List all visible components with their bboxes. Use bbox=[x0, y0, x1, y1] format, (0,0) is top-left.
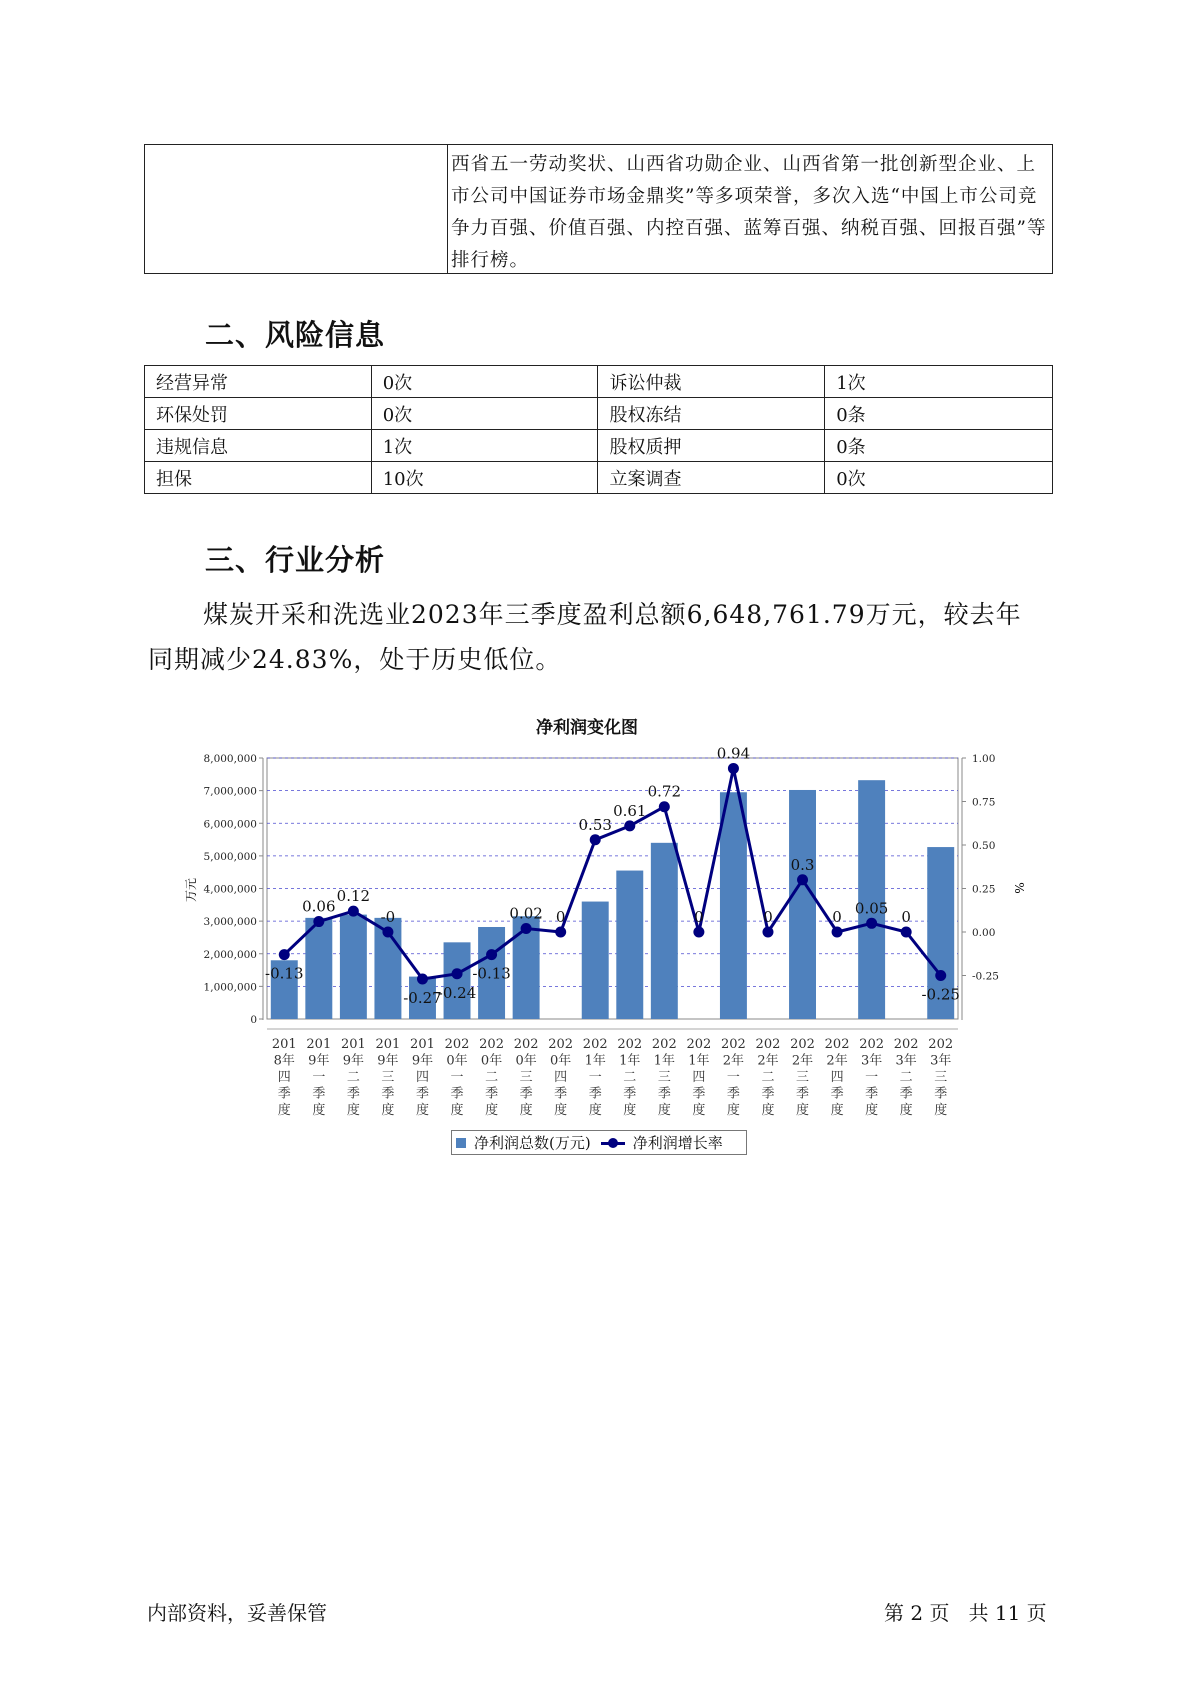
left-tick-label: 4,000,000 bbox=[203, 883, 257, 896]
x-tick-label: 201 bbox=[375, 1037, 401, 1052]
x-tick-label: 度 bbox=[554, 1103, 568, 1118]
risk-label-cell: 担保 bbox=[145, 462, 372, 494]
growth-data-label: -0.24 bbox=[437, 983, 477, 1002]
x-tick-label: 季 bbox=[830, 1086, 844, 1102]
right-tick-label: 0.00 bbox=[972, 927, 996, 939]
x-tick-label: 度 bbox=[277, 1103, 291, 1118]
x-tick-label: 2年 bbox=[791, 1053, 814, 1069]
x-tick-label: 度 bbox=[796, 1103, 810, 1118]
x-tick-label: 202 bbox=[721, 1037, 746, 1052]
left-tick-label: 7,000,000 bbox=[203, 785, 257, 798]
growth-data-label: 0.72 bbox=[647, 782, 682, 801]
growth-point bbox=[417, 973, 428, 984]
bar bbox=[340, 915, 367, 1019]
x-tick-label: 202 bbox=[928, 1037, 954, 1052]
x-tick-label: 202 bbox=[513, 1037, 539, 1052]
right-axis-title: % bbox=[1012, 882, 1026, 894]
x-tick-label: 度 bbox=[623, 1103, 637, 1118]
x-tick-label: 0年 bbox=[515, 1053, 537, 1069]
x-tick-label: 季 bbox=[277, 1086, 291, 1102]
x-tick-label: 二 bbox=[899, 1070, 913, 1085]
growth-data-label: 0.06 bbox=[302, 897, 336, 916]
growth-point bbox=[382, 927, 393, 938]
growth-point bbox=[348, 906, 359, 917]
left-tick-label: 2,000,000 bbox=[203, 948, 257, 961]
legend-bar-label: 净利润总数(万元) bbox=[474, 1134, 591, 1152]
x-tick-label: 二 bbox=[761, 1070, 775, 1085]
bar bbox=[651, 843, 678, 1019]
risk-value-cell: 1次 bbox=[371, 430, 598, 462]
growth-point bbox=[797, 874, 808, 885]
growth-point bbox=[659, 801, 670, 812]
growth-data-label: -0.27 bbox=[403, 988, 442, 1007]
growth-data-label: 0.05 bbox=[854, 899, 889, 918]
x-tick-label: 202 bbox=[479, 1037, 504, 1052]
x-tick-label: 度 bbox=[381, 1103, 395, 1118]
x-tick-label: 202 bbox=[548, 1037, 574, 1052]
risk-value-cell: 0次 bbox=[371, 398, 598, 430]
bar bbox=[305, 918, 332, 1019]
x-tick-label: 度 bbox=[519, 1103, 533, 1118]
x-tick-label: 季 bbox=[554, 1086, 568, 1102]
x-tick-label: 3年 bbox=[895, 1053, 917, 1069]
left-tick-label: 6,000,000 bbox=[203, 818, 257, 831]
x-tick-label: 二 bbox=[623, 1070, 637, 1085]
risk-label-cell: 经营异常 bbox=[145, 366, 372, 398]
x-tick-label: 一 bbox=[865, 1070, 879, 1085]
x-tick-label: 季 bbox=[346, 1086, 360, 1102]
growth-point bbox=[590, 834, 601, 845]
x-tick-label: 度 bbox=[485, 1103, 499, 1118]
x-tick-label: 9年 bbox=[342, 1053, 365, 1069]
growth-point bbox=[624, 820, 635, 831]
x-tick-label: 季 bbox=[726, 1086, 740, 1102]
x-tick-label: 三 bbox=[934, 1070, 948, 1085]
growth-data-label: 0 bbox=[555, 908, 566, 926]
x-tick-label: 季 bbox=[519, 1086, 533, 1102]
x-tick-label: 季 bbox=[485, 1086, 499, 1102]
x-tick-label: 201 bbox=[410, 1037, 435, 1052]
x-tick-label: 度 bbox=[934, 1103, 948, 1118]
award-line: 争力百强、价值百强、内控百强、蓝筹百强、纳税百强、回报百强”等 bbox=[451, 218, 1047, 239]
bar bbox=[444, 942, 471, 1019]
x-tick-label: 度 bbox=[865, 1103, 879, 1118]
x-tick-label: 度 bbox=[657, 1103, 671, 1118]
risk-value-cell: 0条 bbox=[825, 430, 1053, 462]
x-tick-label: 度 bbox=[726, 1103, 740, 1118]
award-line: 市公司中国证券市场金鼎奖”等多项荣誉，多次入选“中国上市公司竞 bbox=[451, 186, 1038, 207]
x-tick-label: 度 bbox=[346, 1103, 360, 1118]
x-tick-label: 季 bbox=[761, 1086, 775, 1102]
x-tick-label: 1年 bbox=[619, 1053, 641, 1069]
x-tick-label: 0年 bbox=[446, 1053, 468, 1069]
x-tick-label: 201 bbox=[271, 1037, 297, 1052]
x-tick-label: 季 bbox=[899, 1086, 913, 1102]
risk-label-cell: 环保处罚 bbox=[145, 398, 372, 430]
right-tick-label: -0.25 bbox=[972, 970, 999, 983]
chart-title: 净利润变化图 bbox=[536, 718, 638, 738]
risk-value-cell: 10次 bbox=[371, 462, 598, 494]
x-tick-label: 季 bbox=[865, 1086, 879, 1102]
growth-data-label: 0.94 bbox=[716, 744, 751, 763]
x-tick-label: 三 bbox=[519, 1070, 533, 1085]
x-tick-label: 度 bbox=[415, 1103, 429, 1118]
x-tick-label: 季 bbox=[415, 1086, 429, 1102]
legend-line-swatch bbox=[601, 1138, 625, 1148]
x-tick-label: 一 bbox=[312, 1070, 326, 1085]
x-tick-label: 三 bbox=[796, 1070, 810, 1085]
legend-line-label: 净利润增长率 bbox=[632, 1134, 723, 1152]
x-tick-label: 202 bbox=[790, 1037, 815, 1052]
x-tick-label: 二 bbox=[485, 1070, 499, 1085]
x-tick-label: 二 bbox=[346, 1070, 360, 1085]
x-tick-label: 1年 bbox=[584, 1053, 606, 1069]
section-title-industry: 三、行业分析 bbox=[205, 543, 386, 577]
risk-label-cell: 股权冻结 bbox=[598, 398, 825, 430]
bar bbox=[616, 871, 643, 1019]
left-axis-title: 万元 bbox=[184, 877, 198, 903]
right-tick-label: 0.75 bbox=[972, 796, 996, 809]
industry-paragraph-line1: 煤炭开采和洗选业2023年三季度盈利总额6,648,761.79万元，较去年 bbox=[203, 600, 1022, 629]
x-tick-label: 度 bbox=[312, 1103, 326, 1118]
x-tick-label: 202 bbox=[582, 1037, 608, 1052]
x-tick-label: 一 bbox=[588, 1070, 602, 1085]
x-tick-label: 度 bbox=[450, 1103, 464, 1118]
x-tick-label: 202 bbox=[686, 1037, 712, 1052]
risk-value-cell: 1次 bbox=[825, 366, 1053, 398]
bar bbox=[582, 902, 609, 1019]
x-tick-label: 9年 bbox=[377, 1053, 399, 1069]
growth-point bbox=[762, 927, 773, 938]
x-tick-label: 季 bbox=[657, 1086, 671, 1102]
growth-point bbox=[866, 918, 877, 929]
growth-data-label: 0.53 bbox=[578, 815, 612, 834]
x-tick-label: 三 bbox=[657, 1070, 671, 1085]
section-title-risk: 二、风险信息 bbox=[205, 318, 386, 352]
x-tick-label: 度 bbox=[588, 1103, 602, 1118]
legend-bar-swatch bbox=[456, 1138, 466, 1148]
risk-label-cell: 违规信息 bbox=[145, 430, 372, 462]
x-tick-label: 四 bbox=[692, 1070, 706, 1085]
x-tick-label: 度 bbox=[899, 1103, 913, 1118]
x-tick-label: 季 bbox=[381, 1086, 395, 1102]
risk-label-cell: 立案调查 bbox=[598, 462, 825, 494]
risk-value-cell: 0条 bbox=[825, 398, 1053, 430]
x-tick-label: 季 bbox=[692, 1086, 706, 1102]
x-tick-label: 2年 bbox=[826, 1053, 848, 1069]
growth-data-label: -0.25 bbox=[921, 985, 960, 1004]
growth-data-label: 0.12 bbox=[336, 887, 371, 906]
growth-data-label: 0.61 bbox=[613, 801, 647, 820]
x-tick-label: 202 bbox=[755, 1037, 781, 1052]
growth-data-label: 0.3 bbox=[790, 855, 815, 874]
growth-data-label: 0 bbox=[694, 908, 704, 926]
x-tick-label: 季 bbox=[588, 1086, 602, 1102]
growth-data-label: -0.13 bbox=[265, 964, 304, 983]
left-tick-label: 8,000,000 bbox=[203, 753, 257, 765]
industry-paragraph-line2: 同期减少24.83%，处于历史低位。 bbox=[148, 645, 562, 674]
x-tick-label: 度 bbox=[692, 1103, 706, 1118]
x-tick-label: 9年 bbox=[411, 1053, 434, 1069]
growth-point bbox=[935, 970, 946, 981]
x-tick-label: 2年 bbox=[757, 1053, 779, 1069]
x-tick-label: 三 bbox=[381, 1070, 395, 1085]
left-tick-label: 3,000,000 bbox=[203, 916, 257, 929]
x-tick-label: 四 bbox=[830, 1070, 844, 1085]
growth-point bbox=[452, 968, 463, 979]
x-tick-label: 季 bbox=[934, 1086, 948, 1102]
growth-point bbox=[521, 923, 532, 934]
bar bbox=[789, 790, 816, 1019]
footer-left: 内部资料，妥善保管 bbox=[147, 1601, 327, 1625]
bar bbox=[720, 792, 747, 1019]
x-tick-label: 一 bbox=[726, 1070, 740, 1085]
growth-point bbox=[313, 916, 324, 927]
x-tick-label: 202 bbox=[651, 1037, 677, 1052]
x-tick-label: 四 bbox=[554, 1070, 568, 1085]
left-tick-label: 5,000,000 bbox=[203, 850, 257, 863]
right-tick-label: 1.00 bbox=[972, 753, 996, 765]
x-tick-label: 季 bbox=[450, 1086, 464, 1102]
growth-point bbox=[728, 763, 739, 774]
x-tick-label: 201 bbox=[340, 1037, 366, 1052]
growth-point bbox=[832, 927, 843, 938]
growth-data-label: -0.13 bbox=[472, 964, 511, 983]
growth-point bbox=[693, 927, 704, 938]
right-tick-label: 0.25 bbox=[972, 883, 996, 896]
award-line: 排行榜。 bbox=[451, 250, 530, 271]
growth-point bbox=[279, 949, 290, 960]
x-tick-label: 8年 bbox=[273, 1053, 295, 1069]
risk-value-cell: 0次 bbox=[371, 366, 598, 398]
x-tick-label: 四 bbox=[277, 1070, 291, 1085]
x-tick-label: 四 bbox=[415, 1070, 429, 1085]
x-tick-label: 201 bbox=[306, 1037, 332, 1052]
x-tick-label: 202 bbox=[444, 1037, 470, 1052]
growth-data-label: 0.02 bbox=[509, 904, 543, 923]
risk-label-cell: 股权质押 bbox=[598, 430, 825, 462]
chart-legend bbox=[451, 1130, 747, 1155]
x-tick-label: 202 bbox=[617, 1037, 643, 1052]
growth-point bbox=[555, 927, 566, 938]
x-tick-label: 3年 bbox=[860, 1053, 883, 1069]
left-tick-label: 0 bbox=[250, 1014, 257, 1026]
footer-page-number: 第 2 页 共 11 页 bbox=[884, 1601, 1047, 1625]
growth-point bbox=[901, 927, 912, 938]
risk-label-cell: 诉讼仲裁 bbox=[598, 366, 825, 398]
growth-data-label: 0 bbox=[832, 908, 842, 926]
x-tick-label: 1年 bbox=[653, 1053, 675, 1069]
x-tick-label: 0年 bbox=[550, 1053, 572, 1069]
x-tick-label: 季 bbox=[623, 1086, 637, 1102]
x-tick-label: 202 bbox=[859, 1037, 885, 1052]
x-tick-label: 度 bbox=[761, 1103, 775, 1118]
x-tick-label: 0年 bbox=[480, 1053, 503, 1069]
x-tick-label: 季 bbox=[312, 1086, 326, 1102]
x-tick-label: 1年 bbox=[688, 1053, 710, 1069]
left-tick-label: 1,000,000 bbox=[203, 981, 257, 994]
x-tick-label: 3年 bbox=[930, 1053, 952, 1069]
x-tick-label: 202 bbox=[824, 1037, 850, 1052]
x-tick-label: 度 bbox=[830, 1103, 844, 1118]
x-tick-label: 一 bbox=[450, 1070, 464, 1085]
x-tick-label: 季 bbox=[796, 1086, 810, 1102]
x-tick-label: 202 bbox=[893, 1037, 919, 1052]
risk-value-cell: 0次 bbox=[825, 462, 1053, 494]
right-tick-label: 0.50 bbox=[972, 840, 996, 852]
x-tick-label: 9年 bbox=[308, 1053, 330, 1069]
x-tick-label: 2年 bbox=[722, 1053, 745, 1069]
growth-data-label: -0 bbox=[380, 908, 396, 926]
growth-point bbox=[486, 949, 497, 960]
award-line: 西省五一劳动奖状、山西省功勋企业、山西省第一批创新型企业、上 bbox=[451, 154, 1037, 175]
growth-data-label: 0 bbox=[901, 908, 911, 926]
growth-data-label: 0 bbox=[763, 908, 773, 926]
